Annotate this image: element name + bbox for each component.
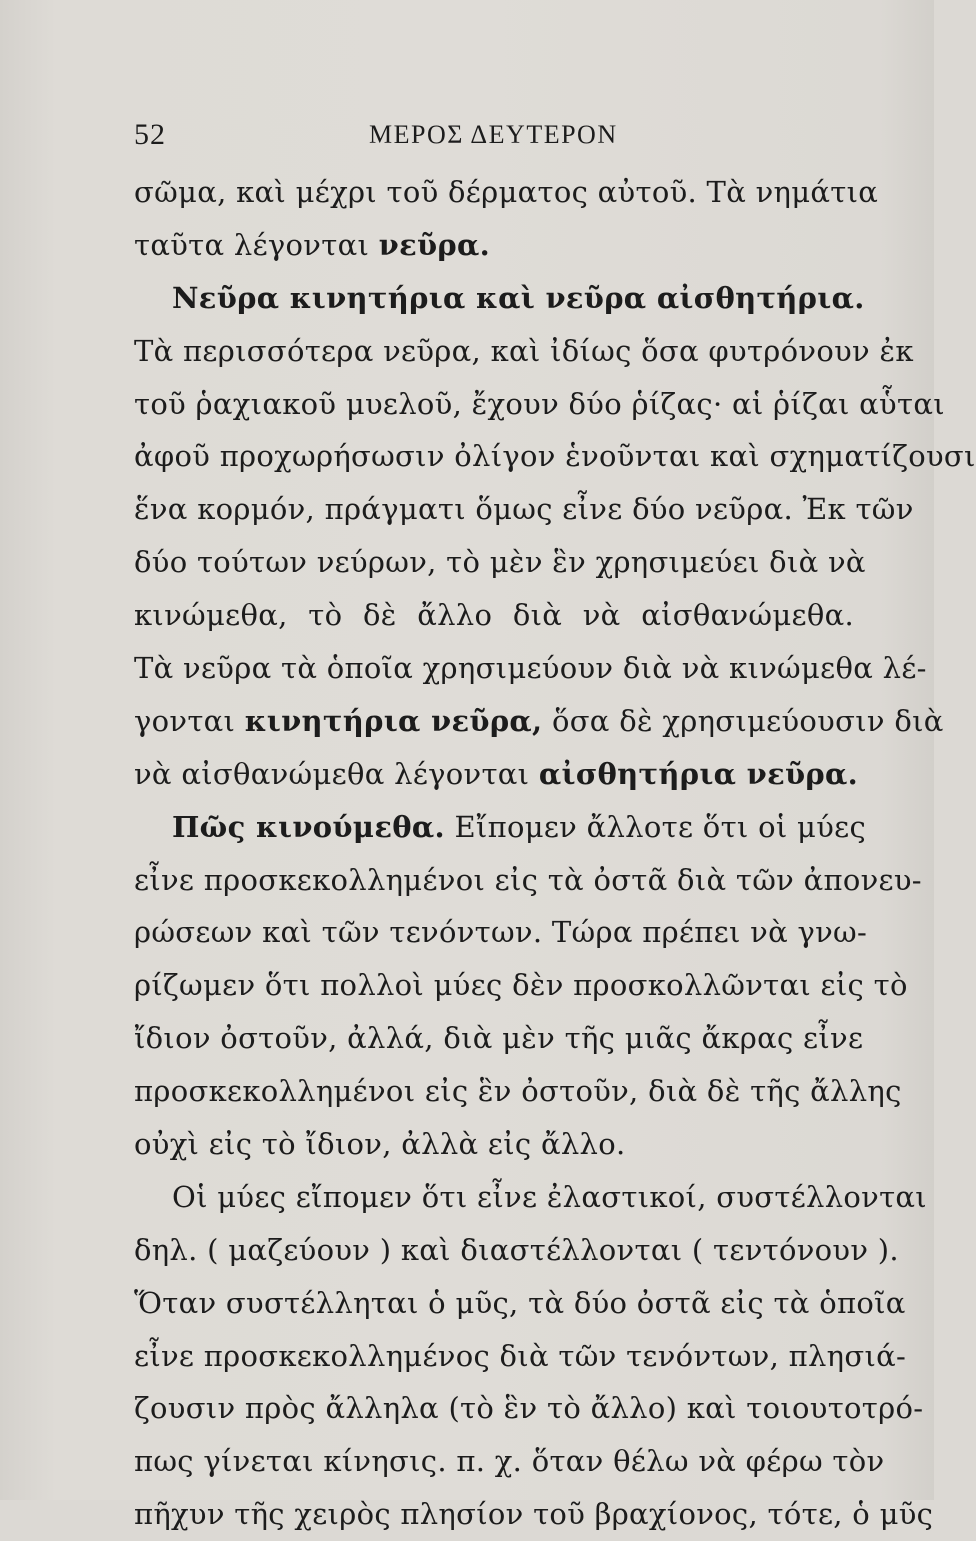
text-segment: Τὰ νεῦρα τὰ ὁποῖα χρησιμεύουν διὰ νὰ κινώμεθα λέ- <box>134 651 927 686</box>
bold-text-segment: κινητήρια νεῦρα, <box>244 703 543 738</box>
bold-text-segment: Νεῦρα κινητήρια καὶ νεῦρα αἰσθητήρια. <box>172 280 865 315</box>
text-segment: ἴδιον ὀστοῦν, ἀλλά, διὰ μὲν τῆς μιᾶς ἄκρας εἶνε <box>134 1021 864 1056</box>
text-line <box>134 906 868 959</box>
bold-text-segment: νεῦρα. <box>378 227 491 262</box>
text-line <box>134 801 866 854</box>
text-segment: Εἴπομεν ἄλλοτε ὅτι οἱ μύες <box>444 809 866 844</box>
text-segment: νὰ αἰσθανώμεθα λέγονται <box>134 756 539 791</box>
text-segment: ζουσιν πρὸς ἄλληλα (τὸ ἓν τὸ ἄλλο) καὶ τοιουτοτρό- <box>134 1391 924 1426</box>
text-segment: δηλ. ( μαζεύουν ) καὶ διαστέλλονται ( τεντόνουν ). <box>134 1232 899 1267</box>
text-line <box>134 219 854 272</box>
text-line <box>134 695 944 748</box>
text-line <box>134 430 976 483</box>
text-line <box>134 1012 864 1065</box>
text-line <box>134 959 908 1012</box>
text-segment: γονται <box>134 703 245 738</box>
text-line <box>134 1277 906 1330</box>
text-segment: Οἱ μύες εἴπομεν ὅτι εἶνε ἐλαστικοί, συστέλλονται <box>172 1179 927 1214</box>
text-line <box>134 536 866 589</box>
text-segment: τοῦ ῥαχιακοῦ μυελοῦ, ἔχουν δύο ῥίζας· αἱ ῥίζαι αὗται <box>134 386 945 421</box>
text-segment: Τὰ περισσότερα νεῦρα, καὶ ἰδίως ὅσα φυτρόνουν ἐκ <box>134 333 914 368</box>
text-line <box>134 1488 934 1541</box>
text-line <box>134 589 854 642</box>
bold-text-segment: αἰσθητήρια νεῦρα. <box>538 756 859 791</box>
text-line <box>134 1435 885 1488</box>
page-header <box>134 118 854 158</box>
text-segment: οὐχὶ εἰς τὸ ἴδιον, ἀλλὰ εἰς ἄλλο. <box>134 1127 626 1162</box>
text-segment: ἀφοῦ προχωρήσωσιν ὀλίγον ἑνοῦνται καὶ σχηματίζουσι <box>134 439 976 474</box>
text-segment: εἶνε προσκεκολλημένοι εἰς τὰ ὀστᾶ διὰ τῶν ἀπονευ- <box>134 862 922 897</box>
running-title: ΜΕΡΟΣ ΔΕΥΤΕΡΟΝ <box>369 120 618 149</box>
text-segment: ταῦτα λέγονται <box>134 227 379 262</box>
text-segment: σῶμα, καὶ μέχρι τοῦ δέρματος αὐτοῦ. Τὰ νημάτια <box>134 175 879 209</box>
text-line <box>134 272 865 325</box>
text-line <box>134 1330 907 1383</box>
text-segment: ρώσεων καὶ τῶν τενόντων. Τώρα πρέπει νὰ γνω- <box>134 915 868 950</box>
body-text <box>134 166 976 1541</box>
text-segment: εἶνε προσκεκολλημένος διὰ τῶν τενόντων, πλησιά- <box>134 1338 907 1373</box>
text-segment: ρίζωμεν ὅτι πολλοὶ μύες δὲν προσκολλῶνται εἰς τὸ <box>134 968 908 1003</box>
text-segment: ἕνα κορμόν, πράγματι ὅμως εἶνε δύο νεῦρα. Ἐκ τῶν <box>134 492 914 527</box>
text-line <box>134 1382 924 1435</box>
text-line <box>134 748 859 801</box>
text-line <box>134 483 914 536</box>
text-segment: ὅσα δὲ χρησιμεύουσιν διὰ <box>542 703 944 738</box>
text-line <box>134 854 922 907</box>
text-line <box>134 166 879 219</box>
text-segment: προσκεκολλημένοι εἰς ἓν ὀστοῦν, διὰ δὲ τῆς ἄλλης <box>134 1074 902 1109</box>
text-line <box>134 325 914 378</box>
text-line <box>134 1065 902 1118</box>
bold-text-segment: Πῶς κινούμεθα. <box>172 809 445 844</box>
text-line <box>134 378 945 431</box>
text-segment: κινώμεθα, τὸ δὲ ἄλλο διὰ νὰ αἰσθανώμεθα. <box>134 598 854 633</box>
page-number: 52 <box>134 118 166 151</box>
text-segment: δύο τούτων νεύρων, τὸ μὲν ἓν χρησιμεύει διὰ νὰ <box>134 545 866 580</box>
text-segment: Ὅταν συστέλληται ὁ μῦς, τὰ δύο ὀστᾶ εἰς τὰ ὁποῖα <box>134 1285 906 1320</box>
text-line <box>134 1224 899 1277</box>
text-segment: πως γίνεται κίνησις. π. χ. ὅταν θέλω νὰ φέρω τὸν <box>134 1444 885 1479</box>
text-line <box>134 1171 927 1224</box>
text-segment: πῆχυν τῆς χειρὸς πλησίον τοῦ βραχίονος, τότε, ὁ μῦς <box>134 1497 934 1532</box>
text-line <box>134 1118 854 1171</box>
text-line <box>134 642 927 695</box>
